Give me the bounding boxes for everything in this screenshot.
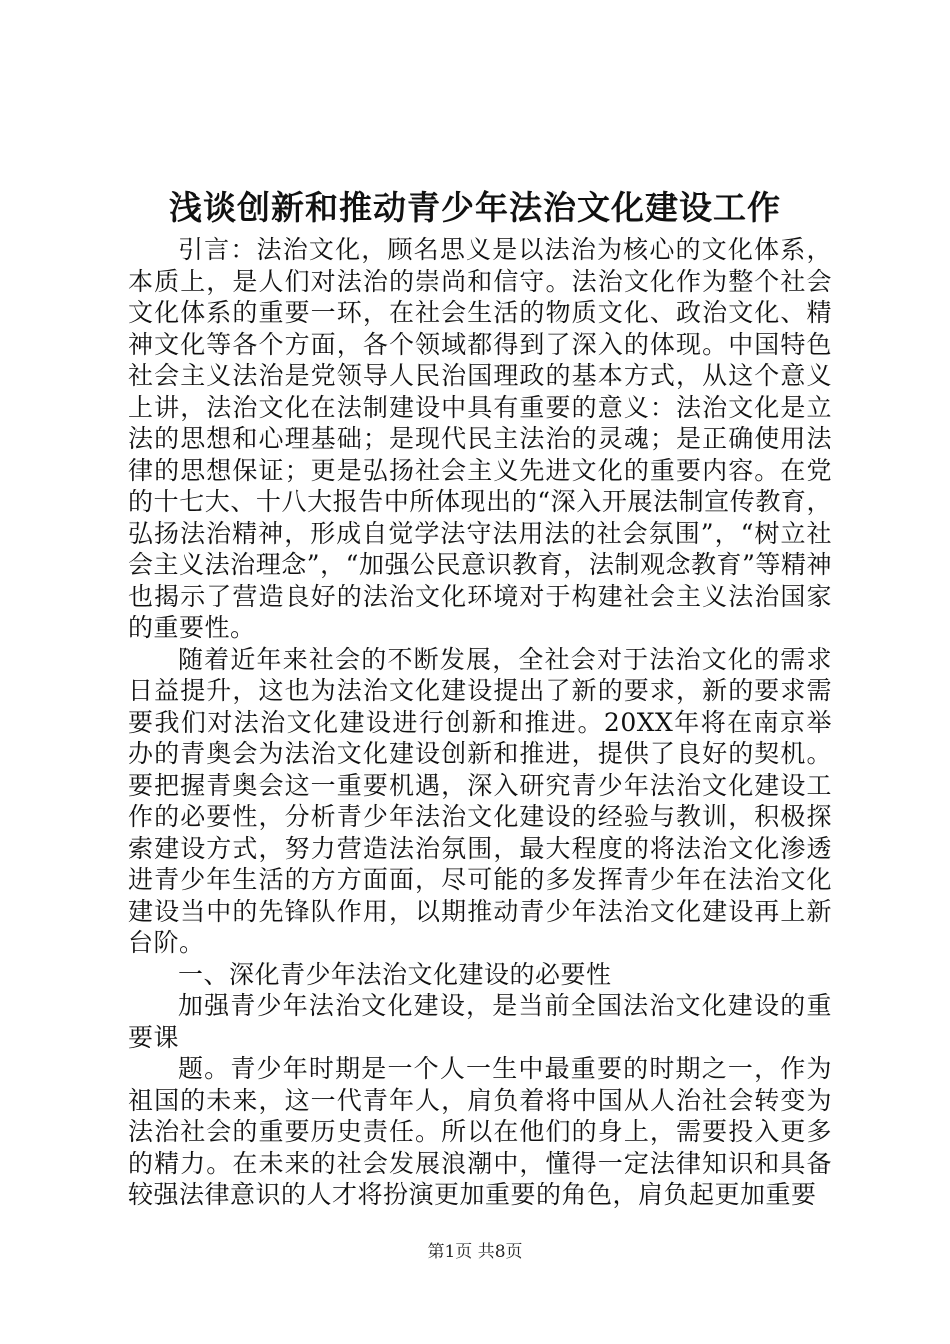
- page-number-footer: 第1页 共8页: [427, 1242, 523, 1262]
- paragraph-section-lead: 加强青少年法治文化建设，是当前全国法治文化建设的重要课: [128, 991, 832, 1052]
- paragraph-introduction: 引言：法治文化，顾名思义是以法治为核心的文化体系，本质上，是人们对法治的崇尚和信守。法治文化作为整个社会文化体系的重要一环，在社会生活的物质文化、政治文化、精神文化等各个方面，各个领域都得到了深入的体现。中国特色社会主义法治是党领导人民治国理政的基本方式，从这个意义上讲，法治文化在法制建设中具有重要的意义：法治文化是立法的思想和心理基础；是现代民主法治的灵魂；是正确使用法律的思想保证；更是弘扬社会主义先进文化的重要内容。在党的十七大、十八大报告中所体现出的“深入开展法制宣传教育，弘扬法治精神，形成自觉学法守法用法的社会氛围”，“树立社会主义法治理念”，“加强公民意识教育，法制观念教育”等精神也揭示了营造良好的法治文化环境对于构建社会主义法治国家的重要性。: [128, 235, 832, 642]
- document-body: [128, 234, 832, 1211]
- paragraph-section-body: 题。青少年时期是一个人一生中最重要的时期之一，作为祖国的未来，这一代青年人，肩负着将中国从人治社会转变为法治社会的重要历史责任。所以在他们的身上，需要投入更多的精力。在未来的社会发展浪潮中，懂得一定法律知识和具备较强法律意识的人才将扮演更加重要的角色，肩负起更加重要: [128, 1054, 832, 1209]
- section-heading: 一、深化青少年法治文化建设的必要性: [178, 959, 612, 989]
- document-title: 浅谈创新和推动青少年法治文化建设工作: [169, 188, 781, 227]
- paragraph-background: 随着近年来社会的不断发展，全社会对于法治文化的需求日益提升，这也为法治文化建设提出了新的要求，新的要求需要我们对法治文化建设进行创新和推进。20XX年将在南京举办的青奥会为法治文化建设创新和推进，提供了良好的契机。要把握青奥会这一重要机遇，深入研究青少年法治文化建设工作的必要性，分析青少年法治文化建设的经验与教训，积极探索建设方式，努力营造法治氛围，最大程度的将法治文化渗透进青少年生活的方方面面，尽可能的多发挥青少年在法治文化建设当中的先锋队作用，以期推动青少年法治文化建设再上新台阶。: [128, 644, 832, 957]
